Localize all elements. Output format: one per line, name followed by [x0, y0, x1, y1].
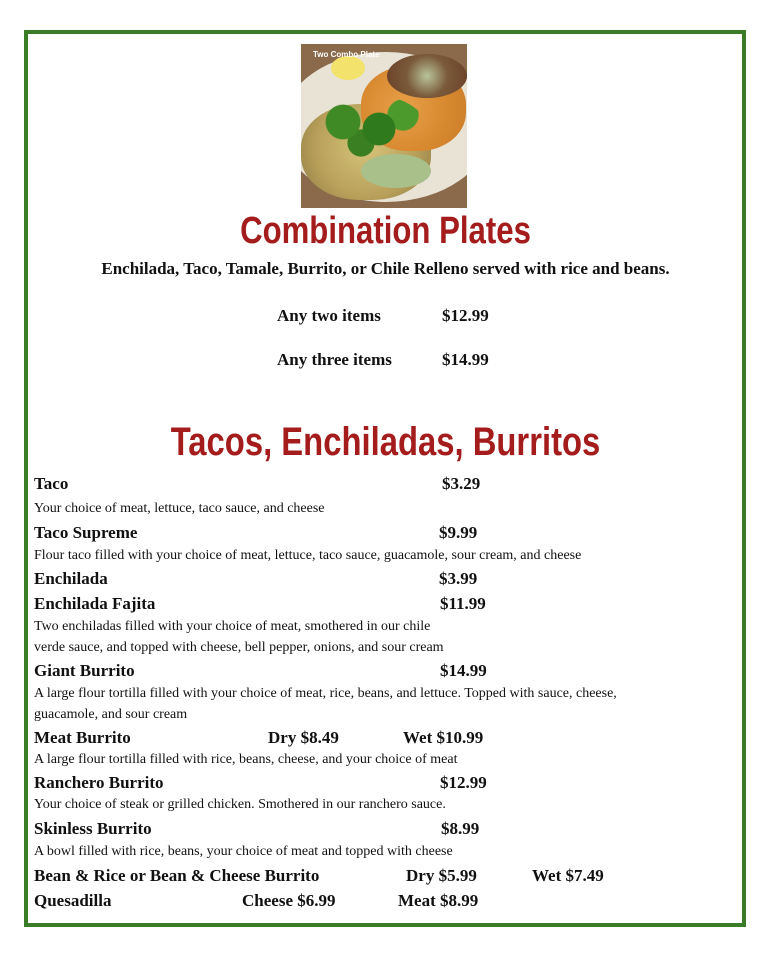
item-desc-meat-burrito: A large flour tortilla filled with rice, beans, cheese, and your choice of meat: [34, 752, 458, 767]
item-price-cheese-quesadilla: Cheese $6.99: [242, 891, 336, 910]
item-name-taco: Taco: [34, 474, 69, 493]
lemon-shape: [331, 56, 365, 80]
combo-option-label: Any three items: [277, 350, 392, 369]
item-desc-enchilada-fajita: verde sauce, and topped with cheese, bell pepper, onions, and sour cream: [34, 640, 444, 655]
combo-plates-title: Combination Plates: [240, 210, 531, 252]
combo-option-price: $14.99: [442, 350, 489, 369]
item-price-skinless-burrito: $8.99: [441, 819, 480, 838]
item-desc-skinless-burrito: A bowl filled with rice, beans, your choice of meat and topped with cheese: [34, 844, 453, 859]
item-price-dry-bean-rice-burrito: Dry $5.99: [406, 866, 477, 885]
item-name-bean-rice-burrito: Bean & Rice or Bean & Cheese Burrito: [34, 866, 320, 885]
beans-shape: [387, 54, 467, 98]
item-desc-ranchero-burrito: Your choice of steak or grilled chicken. Smothered in our ranchero sauce.: [34, 797, 446, 812]
item-price-taco: $3.29: [442, 474, 481, 493]
item-name-ranchero-burrito: Ranchero Burrito: [34, 773, 164, 792]
item-price-dry-meat-burrito: Dry $8.49: [268, 728, 339, 747]
cilantro-shape: [307, 94, 427, 164]
item-price-taco-supreme: $9.99: [439, 523, 478, 542]
item-price-wet-bean-rice-burrito: Wet $7.49: [532, 866, 604, 885]
tacos-section-title: Tacos, Enchiladas, Burritos: [170, 420, 601, 464]
combo-option-price: $12.99: [442, 306, 489, 325]
item-name-enchilada-fajita: Enchilada Fajita: [34, 594, 156, 613]
item-price-ranchero-burrito: $12.99: [440, 773, 487, 792]
item-name-enchilada: Enchilada: [34, 569, 108, 588]
combo-plate-photo: [301, 44, 467, 208]
item-price-wet-meat-burrito: Wet $10.99: [403, 728, 484, 747]
item-name-giant-burrito: Giant Burrito: [34, 661, 135, 680]
item-desc-enchilada-fajita: Two enchiladas filled with your choice of meat, smothered in our chile: [34, 619, 431, 634]
combo-plates-subtitle: Enchilada, Taco, Tamale, Burrito, or Chile Relleno served with rice and beans.: [101, 259, 670, 278]
item-price-enchilada-fajita: $11.99: [440, 594, 486, 613]
salsa-shape: [361, 154, 431, 188]
item-desc-giant-burrito: A large flour tortilla filled with your choice of meat, rice, beans, and lettuce. Topped with sauce, cheese,: [34, 686, 617, 701]
item-name-taco-supreme: Taco Supreme: [34, 523, 138, 542]
item-desc-taco: Your choice of meat, lettuce, taco sauce, and cheese: [34, 501, 325, 516]
item-name-meat-burrito: Meat Burrito: [34, 728, 131, 747]
combo-option-label: Any two items: [277, 306, 381, 325]
item-name-skinless-burrito: Skinless Burrito: [34, 819, 152, 838]
item-desc-taco-supreme: Flour taco filled with your choice of meat, lettuce, taco sauce, guacamole, sour cream, and cheese: [34, 548, 582, 563]
item-price-meat-quesadilla: Meat $8.99: [398, 891, 479, 910]
item-name-quesadilla: Quesadilla: [34, 891, 112, 910]
item-price-giant-burrito: $14.99: [440, 661, 487, 680]
item-price-enchilada: $3.99: [439, 569, 478, 588]
item-desc-giant-burrito: guacamole, and sour cream: [34, 707, 188, 722]
photo-caption: Two Combo Plate: [313, 50, 380, 59]
